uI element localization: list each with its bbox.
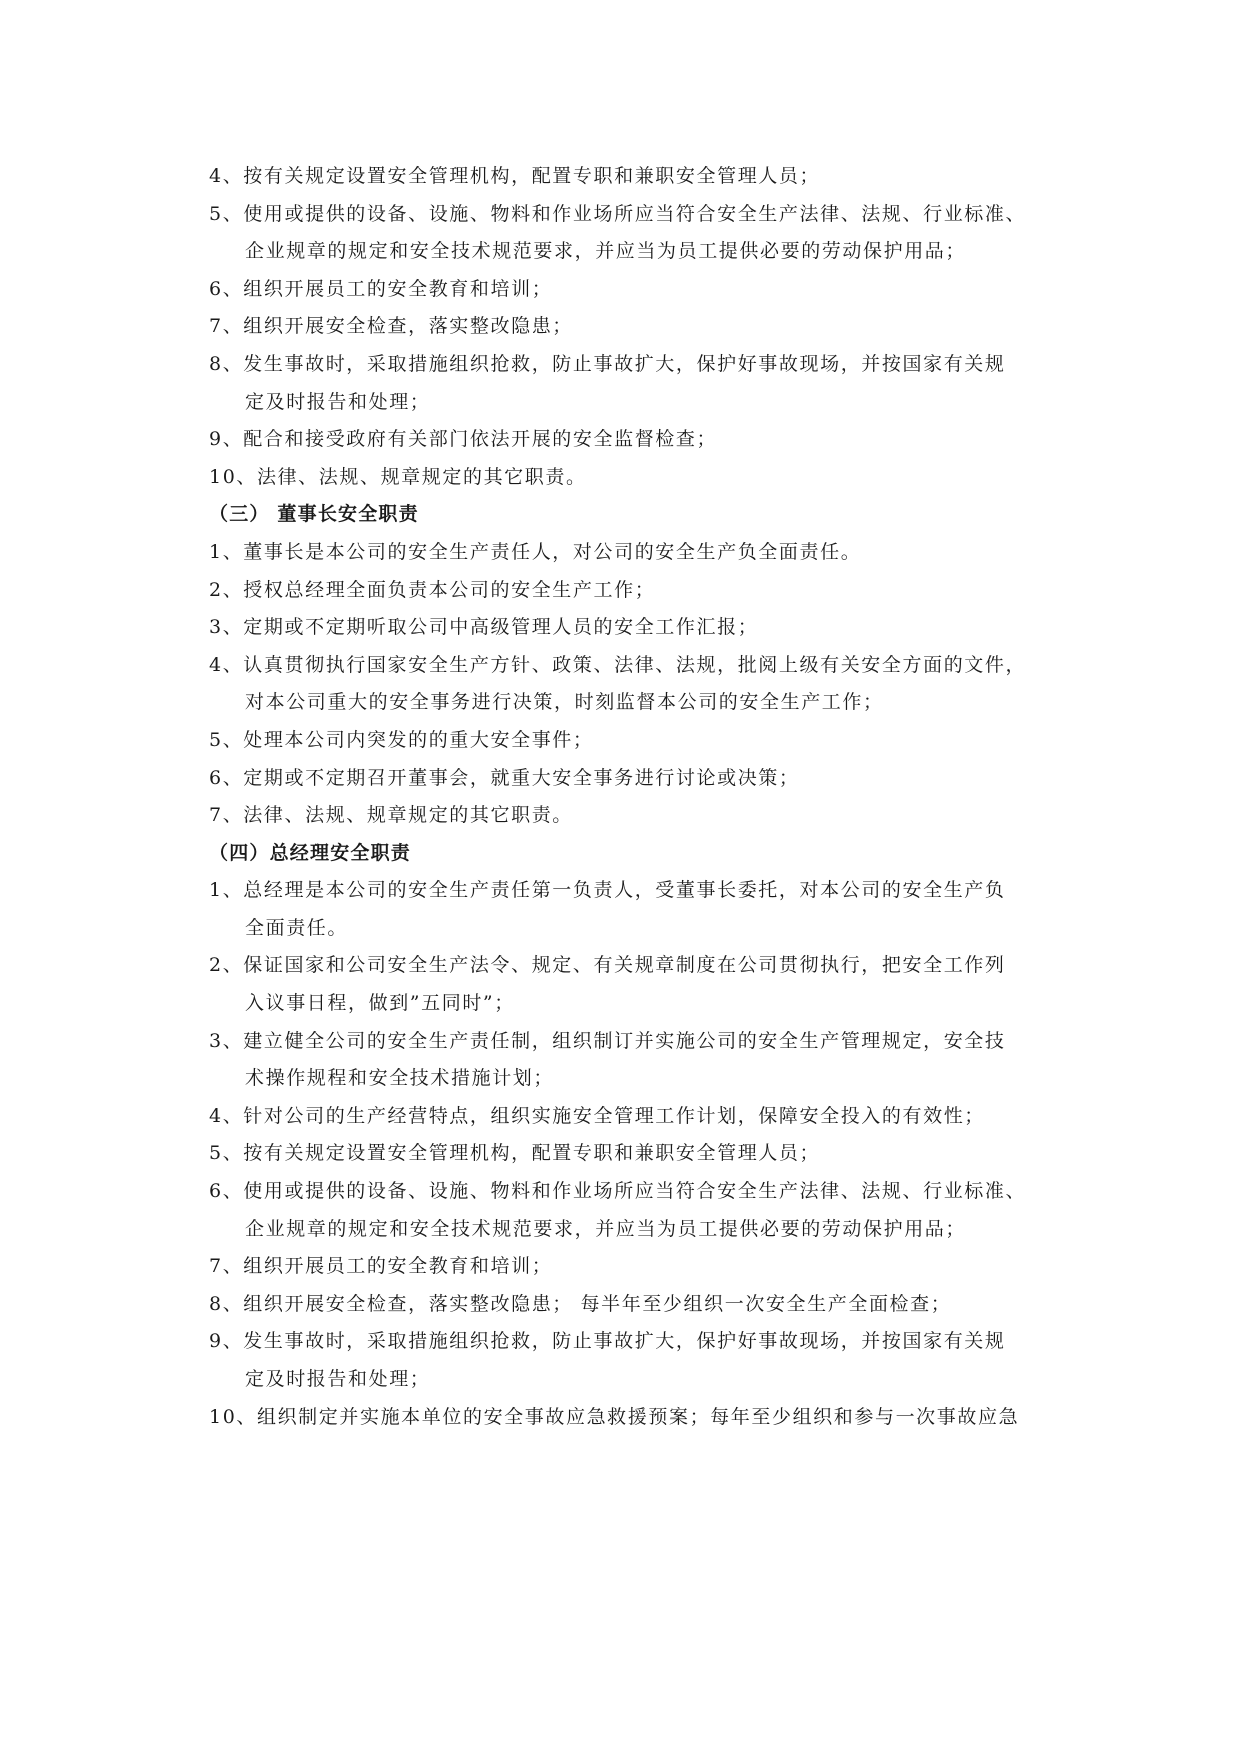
section-4-list — [209, 872, 1051, 1436]
list-item-continuation: 企业规章的规定和安全技术规范要求，并应当为员工提供必要的劳动保护用品； — [245, 240, 967, 263]
list-item: 4、针对公司的生产经营特点，组织实施安全管理工作计划，保障安全投入的有效性； — [209, 1104, 985, 1127]
list-item-continuation: 定及时报告和处理； — [245, 390, 431, 413]
list-item-continuation: 全面责任。 — [245, 916, 349, 939]
list-item: 4、认真贯彻执行国家安全生产方针、政策、法律、法规，批阅上级有关安全方面的文件， — [209, 653, 1027, 676]
list-item: 6、定期或不定期召开董事会，就重大安全事务进行讨论或决策； — [209, 766, 800, 789]
list-item-continuation: 企业规章的规定和安全技术规范要求，并应当为员工提供必要的劳动保护用品； — [245, 1217, 967, 1240]
list-item: 6、组织开展员工的安全教育和培训； — [209, 277, 553, 300]
list-item: 6、使用或提供的设备、设施、物料和作业场所应当符合安全生产法律、法规、行业标准、 — [209, 1180, 1027, 1203]
section-4-heading: （四）总经理安全职责 — [209, 841, 412, 864]
list-item-continuation: 对本公司重大的安全事务进行决策，时刻监督本公司的安全生产工作； — [245, 691, 884, 714]
list-item: 9、配合和接受政府有关部门依法开展的安全监督检查； — [209, 428, 718, 451]
list-item-continuation: 定及时报告和处理； — [245, 1368, 431, 1390]
list-item: 3、定期或不定期听取公司中高级管理人员的安全工作汇报； — [209, 616, 759, 639]
list-item: 9、发生事故时，采取措施组织抢救，防止事故扩大，保护好事故现场，并按国家有关规 — [209, 1330, 1006, 1353]
list-item: 3、建立健全公司的安全生产责任制，组织制订并实施公司的安全生产管理规定，安全技 — [209, 1029, 1006, 1052]
list-item: 5、按有关规定设置安全管理机构，配置专职和兼职安全管理人员； — [209, 1142, 821, 1165]
section-3-list — [209, 534, 1051, 835]
list-item: 10、法律、法规、规章规定的其它职责。 — [209, 465, 587, 488]
list-item: 7、法律、法规、规章规定的其它职责。 — [209, 804, 573, 827]
list-item: 7、组织开展员工的安全教育和培训； — [209, 1255, 553, 1278]
list-item-continuation: 术操作规程和安全技术措施计划； — [245, 1067, 555, 1090]
list-item: 7、组织开展安全检查，落实整改隐患； — [209, 315, 573, 338]
list-item: 1、董事长是本公司的安全生产责任人，对公司的安全生产负全面责任。 — [209, 540, 862, 563]
list-item-continuation: 入议事日程，做到”五同时”； — [245, 992, 515, 1015]
list-item: 1、总经理是本公司的安全生产责任第一负责人，受董事长委托，对本公司的安全生产负 — [209, 879, 1006, 902]
list-item: 4、按有关规定设置安全管理机构，配置专职和兼职安全管理人员； — [209, 165, 821, 187]
list-item: 8、发生事故时，采取措施组织抢救，防止事故扩大，保护好事故现场，并按国家有关规 — [209, 352, 1006, 375]
list-item: 2、保证国家和公司安全生产法令、规定、有关规章制度在公司贯彻执行，把安全工作列 — [209, 954, 1006, 977]
list-item: 10、组织制定并实施本单位的安全事故应急救援预案；每年至少组织和参与一次事故应急 — [209, 1405, 1020, 1428]
list-item: 5、使用或提供的设备、设施、物料和作业场所应当符合安全生产法律、法规、行业标准、 — [209, 202, 1027, 225]
section-2-list — [209, 158, 1051, 496]
document-body — [209, 158, 1051, 1436]
list-item: 8、组织开展安全检查，落实整改隐患； 每半年至少组织一次安全生产全面检查； — [209, 1292, 952, 1315]
section-3-heading: （三） 董事长安全职责 — [209, 503, 419, 526]
list-item: 2、授权总经理全面负责本公司的安全生产工作； — [209, 578, 656, 601]
list-item: 5、处理本公司内突发的的重大安全事件； — [209, 728, 594, 751]
